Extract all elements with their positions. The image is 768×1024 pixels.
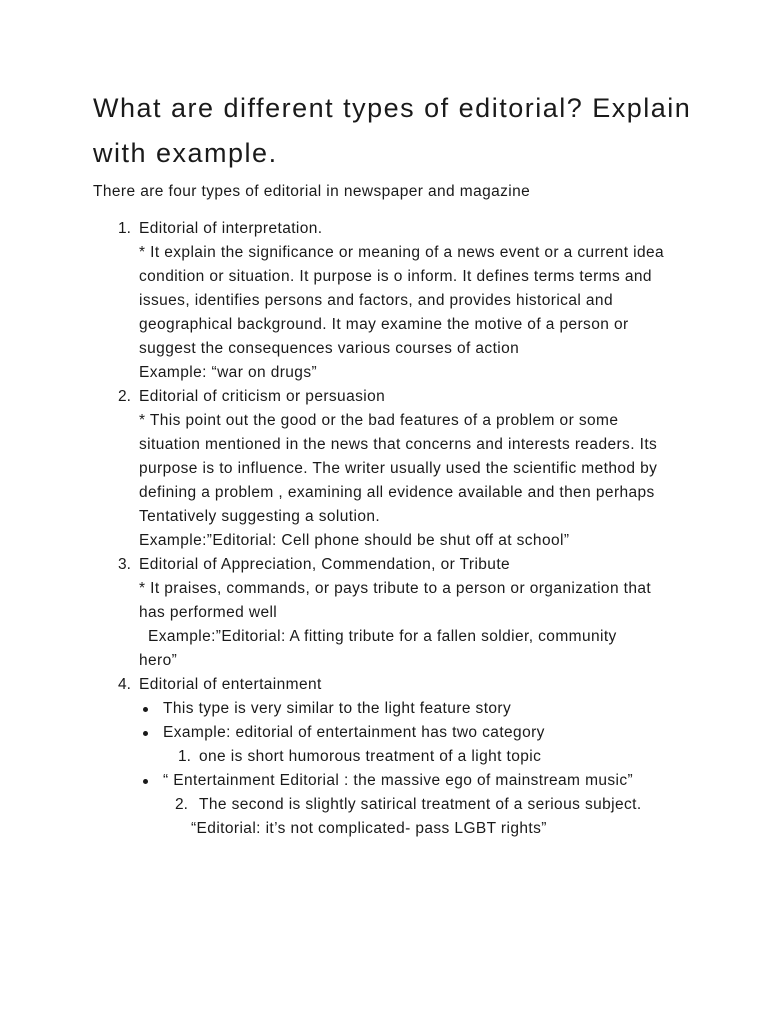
item-heading: Editorial of Appreciation, Commendation, or Tribute (139, 556, 511, 573)
item-heading: Editorial of criticism or persuasion (139, 388, 386, 405)
item-heading: Editorial of entertainment (139, 676, 322, 693)
item-line: geographical background. It may examine the motive of a person or (139, 316, 629, 333)
item-line: defining a problem , examining all evidence available and then perhaps (139, 484, 655, 501)
sub-item-number: 2. (175, 796, 188, 813)
sub-item-text: The second is slightly satirical treatment of a serious subject. (199, 796, 642, 813)
bullet-text: Example: editorial of entertainment has two category (163, 724, 545, 741)
bullet-icon (143, 731, 148, 736)
sub-item-text: one is short humorous treatment of a light topic (199, 748, 542, 765)
item-number: 2. (118, 388, 131, 405)
item-example: hero” (139, 652, 178, 669)
item-line: condition or situation. It purpose is o inform. It defines terms terms and (139, 268, 652, 285)
bullet-icon (143, 779, 148, 784)
item-example: Example: “war on drugs” (139, 364, 318, 381)
page-title: What are different types of editorial? Explain with example. (93, 93, 692, 168)
item-line: * It explain the significance or meaning of a news event or a current idea (139, 244, 665, 261)
bullet-text: “ Entertainment Editorial : the massive ego of mainstream music” (163, 772, 634, 789)
item-number: 1. (118, 220, 131, 237)
item-line: purpose is to influence. The writer usually used the scientific method by (139, 460, 658, 477)
bullet-icon (143, 707, 148, 712)
item-line: * It praises, commands, or pays tribute to a person or organization that (139, 580, 652, 597)
item-line: Tentatively suggesting a solution. (139, 508, 381, 525)
bullet-text: This type is very similar to the light feature story (163, 700, 512, 717)
item-example: Example:”Editorial: Cell phone should be shut off at school” (139, 532, 570, 549)
item-line: issues, identifies persons and factors, and provides historical and (139, 292, 613, 309)
item-line: suggest the consequences various courses of action (139, 340, 520, 357)
sub-item-number: 1. (178, 748, 191, 765)
item-line: * This point out the good or the bad features of a problem or some (139, 412, 619, 429)
item-line: has performed well (139, 604, 278, 621)
item-example: Example:”Editorial: A fitting tribute for a fallen soldier, community (148, 628, 617, 645)
item-number: 3. (118, 556, 131, 573)
item-heading: Editorial of interpretation. (139, 220, 323, 237)
item-line: situation mentioned in the news that concerns and interests readers. Its (139, 436, 658, 453)
intro-text: There are four types of editorial in newspaper and magazine (93, 183, 531, 200)
item-number: 4. (118, 676, 131, 693)
closing-example: “Editorial: it’s not complicated- pass LGBT rights” (191, 820, 547, 837)
